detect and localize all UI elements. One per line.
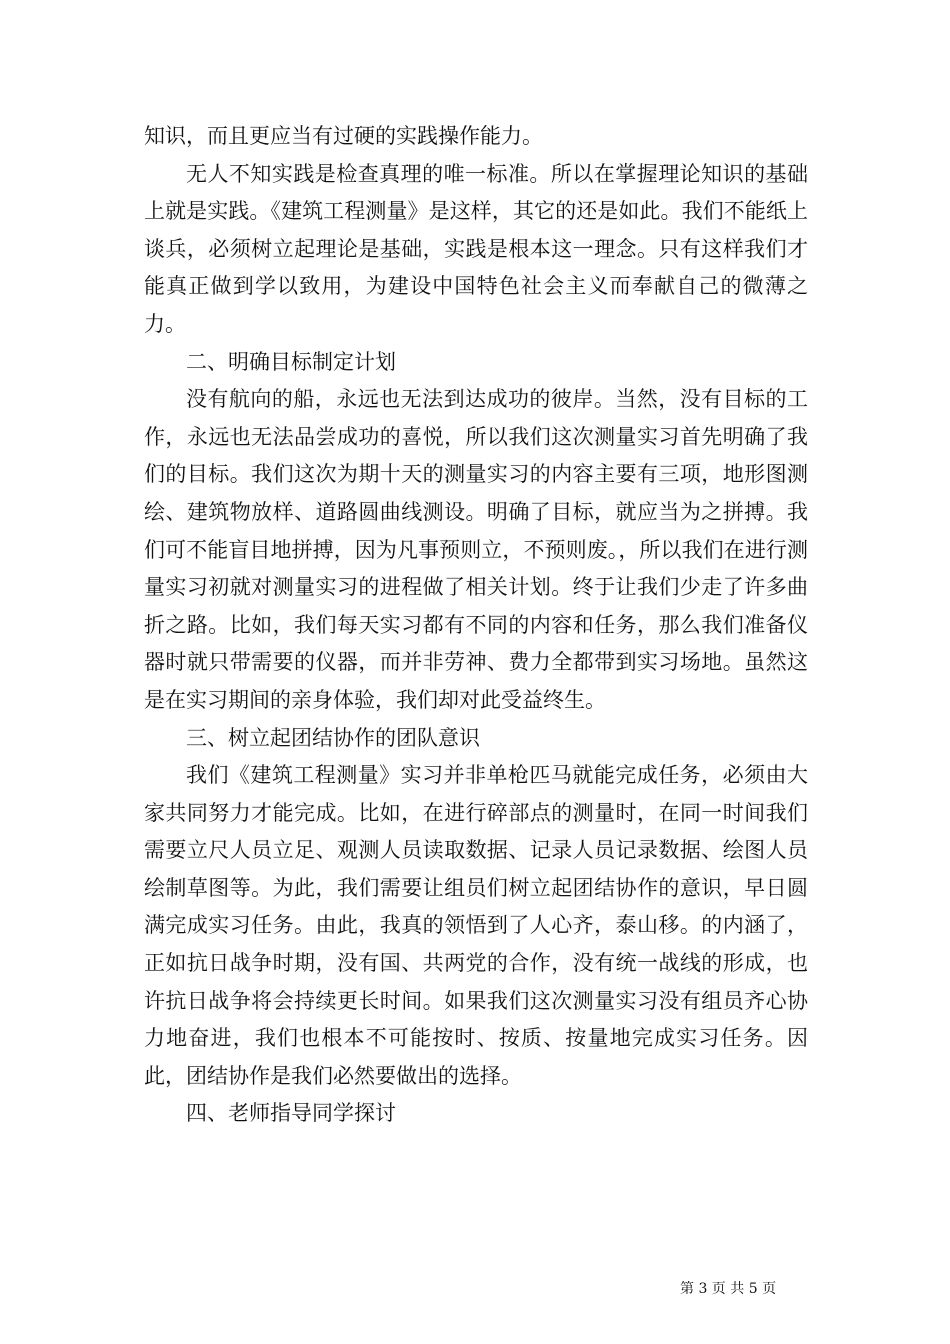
- paragraph-goals: 没有航向的船，永远也无法到达成功的彼岸。当然，没有目标的工作，永远也无法品尝成功的喜悦，所以我们这次测量实习首先明确了我们的目标。我们这次为期十天的测量实习的内容主要有三项，地形图测绘、建筑物放样、道路圆曲线测设。明确了目标，就应当为之拼搏。我们可不能盲目地拼搏，因为凡事预则立，不预则废。，所以我们在进行测量实习初就对测量实习的进程做了相关计划。终于让我们少走了许多曲折之路。比如，我们每天实习都有不同的内容和任务，那么我们准备仪器时就只带需要的仪器，而并非劳神、费力全都带到实习场地。虽然这是在实习期间的亲身体验，我们却对此受益终生。: [144, 387, 808, 712]
- section-heading-teamwork: 三、树立起团结协作的团队意识: [186, 725, 480, 750]
- section-heading-goals: 二、明确目标制定计划: [186, 349, 396, 374]
- paragraph-teamwork: 我们《建筑工程测量》实习并非单枪匹马就能完成任务，必须由大家共同努力才能完成。比如，在进行碎部点的测量时，在同一时间我们需要立尺人员立足、观测人员读取数据、记录人员记录数据、绘图人员绘制草图等。为此，我们需要让组员们树立起团结协作的意识，早日圆满完成实习任务。由此，我真的领悟到了人心齐，泰山移。的内涵了，正如抗日战争时期，没有国、共两党的合作，没有统一战线的形成，也许抗日战争将会持续更长时间。如果我们这次测量实习没有组员齐心协力地奋进，我们也根本不可能按时、按质、按量地完成实习任务。因此，团结协作是我们必然要做出的选择。: [144, 763, 808, 1088]
- page-number-footer: 第 3 页 共 5 页: [680, 1281, 777, 1297]
- document-body: [144, 118, 808, 1133]
- paragraph-continuation: 知识，而且更应当有过硬的实践操作能力。: [144, 124, 543, 148]
- paragraph-practice: 无人不知实践是检查真理的唯一标准。所以在掌握理论知识的基础上就是实践。《建筑工程测量》是这样，其它的还是如此。我们不能纸上谈兵，必须树立起理论是基础，实践是根本这一理念。只有这样我们才能真正做到学以致用，为建设中国特色社会主义而奉献自己的微薄之力。: [144, 161, 808, 336]
- section-heading-teacher: 四、老师指导同学探讨: [186, 1101, 396, 1126]
